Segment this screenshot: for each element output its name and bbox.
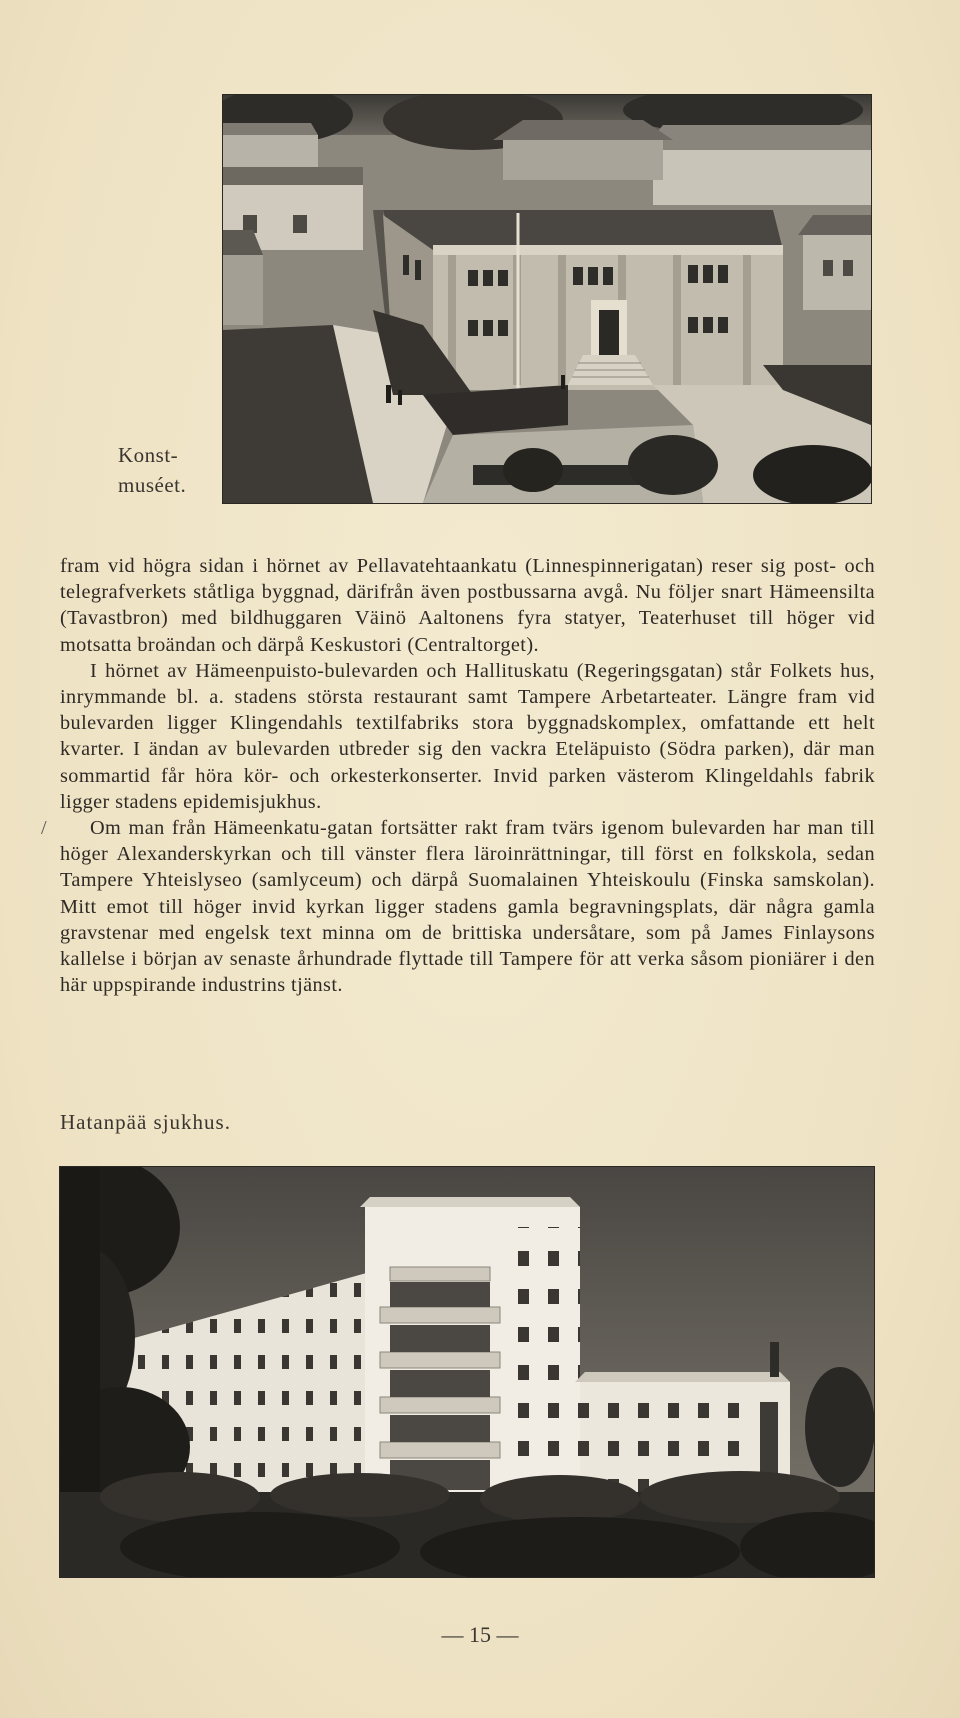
paragraph-2: I hörnet av Hämeenpuisto-bulevarden och Hallituskatu (Regeringsgatan) står Folkets hus, inrymmande bl. a. stadens största restaurant samt Tampere Arbetarteater. Längre fram vid bulevarden ligger Klingendahls textilfabriks stora byggnadskomplex, omfattande ett helt kvarter. I ändan av bulevarden utbreder sig den vackra Eteläpuisto (Södra parken), där man sommartid får höra kör- och orkesterkonserter. Invid parken västerom Klingeldahls fabrik ligger stadens epidemisjukhus. xyxy=(60,659,875,813)
page-number: — 15 — xyxy=(441,1622,519,1647)
margin-mark: / xyxy=(41,817,47,839)
art-museum-photo xyxy=(222,94,872,504)
hospital-caption: Hatanpää sjukhus. xyxy=(60,1110,231,1134)
paragraph-1: fram vid högra sidan i hörnet av Pellavatehtaankatu (Linnespinnerigatan) reser sig post- och telegrafverkets ståtliga byggnad, därifrån även postbussarna avgå. Nu följer snart Hämeensilta (Tavastbron) med bildhuggaren Väinö Aaltonens fyra statyer, Teaterhuset till höger vid motsatta broändan och därpå Keskustori (Centraltorget). xyxy=(60,555,875,656)
paragraph-3: Om man från Hämeenkatu-gatan fortsätter rakt fram tvärs igenom bulevarden har man till höger Alexanderskyrkan och till vänster flera läroinrättningar, till först en folkskola, sedan Tampere Yhteislyseo (samlyceum) och därpå Suomalainen Yhteiskoulu (Finska samskolan). Mitt emot till höger invid kyrkan ligger stadens gamla begravningsplats, där några gamla gravstenar med engelsk text minna om de brittiska undersåtare, som på James Finlaysons kallelse i början av senaste århundrade flyttade till Tampere för att verka såsom pioniärer i den här uppspirande industrins tjänst. xyxy=(60,817,875,997)
article-text xyxy=(60,553,875,998)
hatanpaa-hospital-photo xyxy=(59,1166,875,1578)
museum-caption: Konst- muséet. xyxy=(118,443,187,497)
